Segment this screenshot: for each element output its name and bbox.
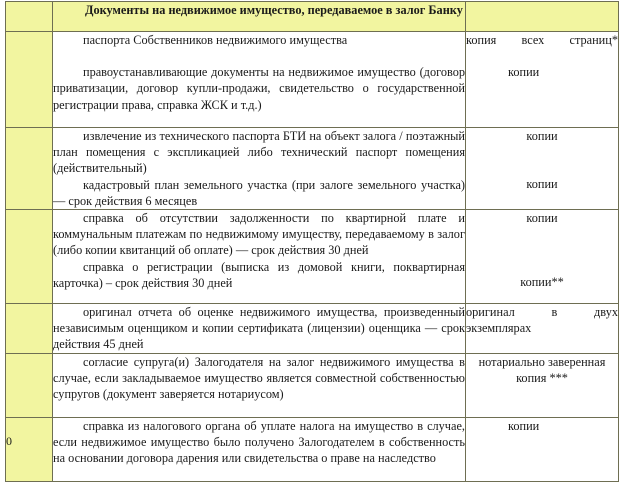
row-quantity-cell	[466, 418, 619, 482]
row-quantity-cell	[466, 32, 619, 128]
row-number-text	[6, 128, 52, 151]
quantity-spacer	[466, 48, 618, 64]
document-paragraph: справка о регистрации (выписка из домовой книги, поквартирная карточка) – срок действия 30 дней	[53, 259, 465, 290]
row-number-cell	[6, 128, 53, 210]
header-cell-number	[6, 2, 53, 32]
document-paragraph: правоустанавливающие документы на недвижимое имущество (договор приватизации, договор купли-продажи, свидетельство о государственной регистрации права, справка ЖСК и т.д.)	[53, 65, 465, 112]
row-document-cell	[53, 128, 466, 210]
document-paragraph: оригинал отчета об оценке недвижимого имущества, произведенный независимым оценщиком и копии сертификата (лицензии) оценщика — срок действия 45 дней	[53, 305, 465, 352]
documents-table	[5, 1, 619, 482]
document-paragraph: справка об отсутствии задолженности по квартирной плате и коммунальным платежам по недвижимому имуществу, передаваемому в залог (либо копии квитанций об оплате) — срок действия 30 дней	[53, 211, 465, 258]
quantity-text: копии	[526, 129, 558, 143]
table-row	[6, 418, 619, 482]
document-paragraph: справка из налогового органа об уплате налога на имущество в случае, если недвижимое имущество было получено Залогодателем в собственность на основании договора дарения или свидетельства о праве на наследство	[53, 419, 465, 466]
table-row	[6, 304, 619, 354]
row-quantity-cell	[466, 304, 619, 354]
quantity-text: копии**	[520, 275, 564, 290]
header-cell-title	[53, 2, 466, 32]
row-document-cell	[53, 210, 466, 304]
row-quantity-cell	[466, 210, 619, 304]
row-number-cell	[6, 354, 53, 418]
document-paragraph: кадастровый план земельного участка (при залоге земельного участка) — срок действия 6 месяцев	[53, 177, 465, 208]
row-number-text	[6, 354, 52, 372]
table-body	[6, 2, 619, 482]
quantity-text: копия всех страниц*	[466, 33, 618, 47]
row-number-text	[6, 304, 52, 316]
row-document-cell	[53, 418, 466, 482]
row-document-cell	[53, 32, 466, 128]
document-paragraph: согласие супруга(и) Залогодателя на залог недвижимого имущества в случае, если закладываемое имущество является совместной собственностью супругов (документ заверяется нотариусом)	[53, 355, 465, 402]
row-number-cell	[6, 32, 53, 128]
quantity-text: копии	[508, 65, 540, 80]
row-number-text	[6, 32, 52, 55]
quantity-text: оригинал в двух экземплярах	[466, 305, 618, 336]
header-cell-quantity	[466, 2, 619, 32]
table-row	[6, 354, 619, 418]
quantity-text: копии	[508, 419, 540, 434]
quantity-text: копии	[526, 177, 558, 192]
row-document-cell	[53, 354, 466, 418]
row-number-text: 0	[6, 434, 12, 449]
document-paragraph: извлечение из технического паспорта БТИ на объект залога / поэтажный план помещения с экспликацией либо технический паспорт помещения (действительный)	[53, 129, 465, 176]
row-quantity-cell	[466, 128, 619, 210]
document-page	[0, 1, 624, 490]
paragraph-spacer	[53, 48, 465, 64]
table-header-row	[6, 2, 619, 32]
row-number-cell	[6, 418, 53, 482]
quantity-text: копии	[526, 211, 558, 226]
table-row	[6, 32, 619, 128]
quantity-text: нотариально заверенная копия ***	[478, 355, 606, 386]
document-paragraph: паспорта Собственников недвижимого имущества	[83, 33, 348, 47]
page-title: Документы на недвижимое имущество, передаваемое в залог Банку	[85, 3, 463, 17]
row-quantity-cell	[466, 354, 619, 418]
row-number-cell	[6, 304, 53, 354]
row-number-cell	[6, 210, 53, 304]
row-document-cell	[53, 304, 466, 354]
row-number-text	[6, 210, 52, 233]
quantity-spacer	[466, 226, 618, 274]
table-row	[6, 210, 619, 304]
table-row	[6, 128, 619, 210]
quantity-spacer	[466, 144, 618, 176]
